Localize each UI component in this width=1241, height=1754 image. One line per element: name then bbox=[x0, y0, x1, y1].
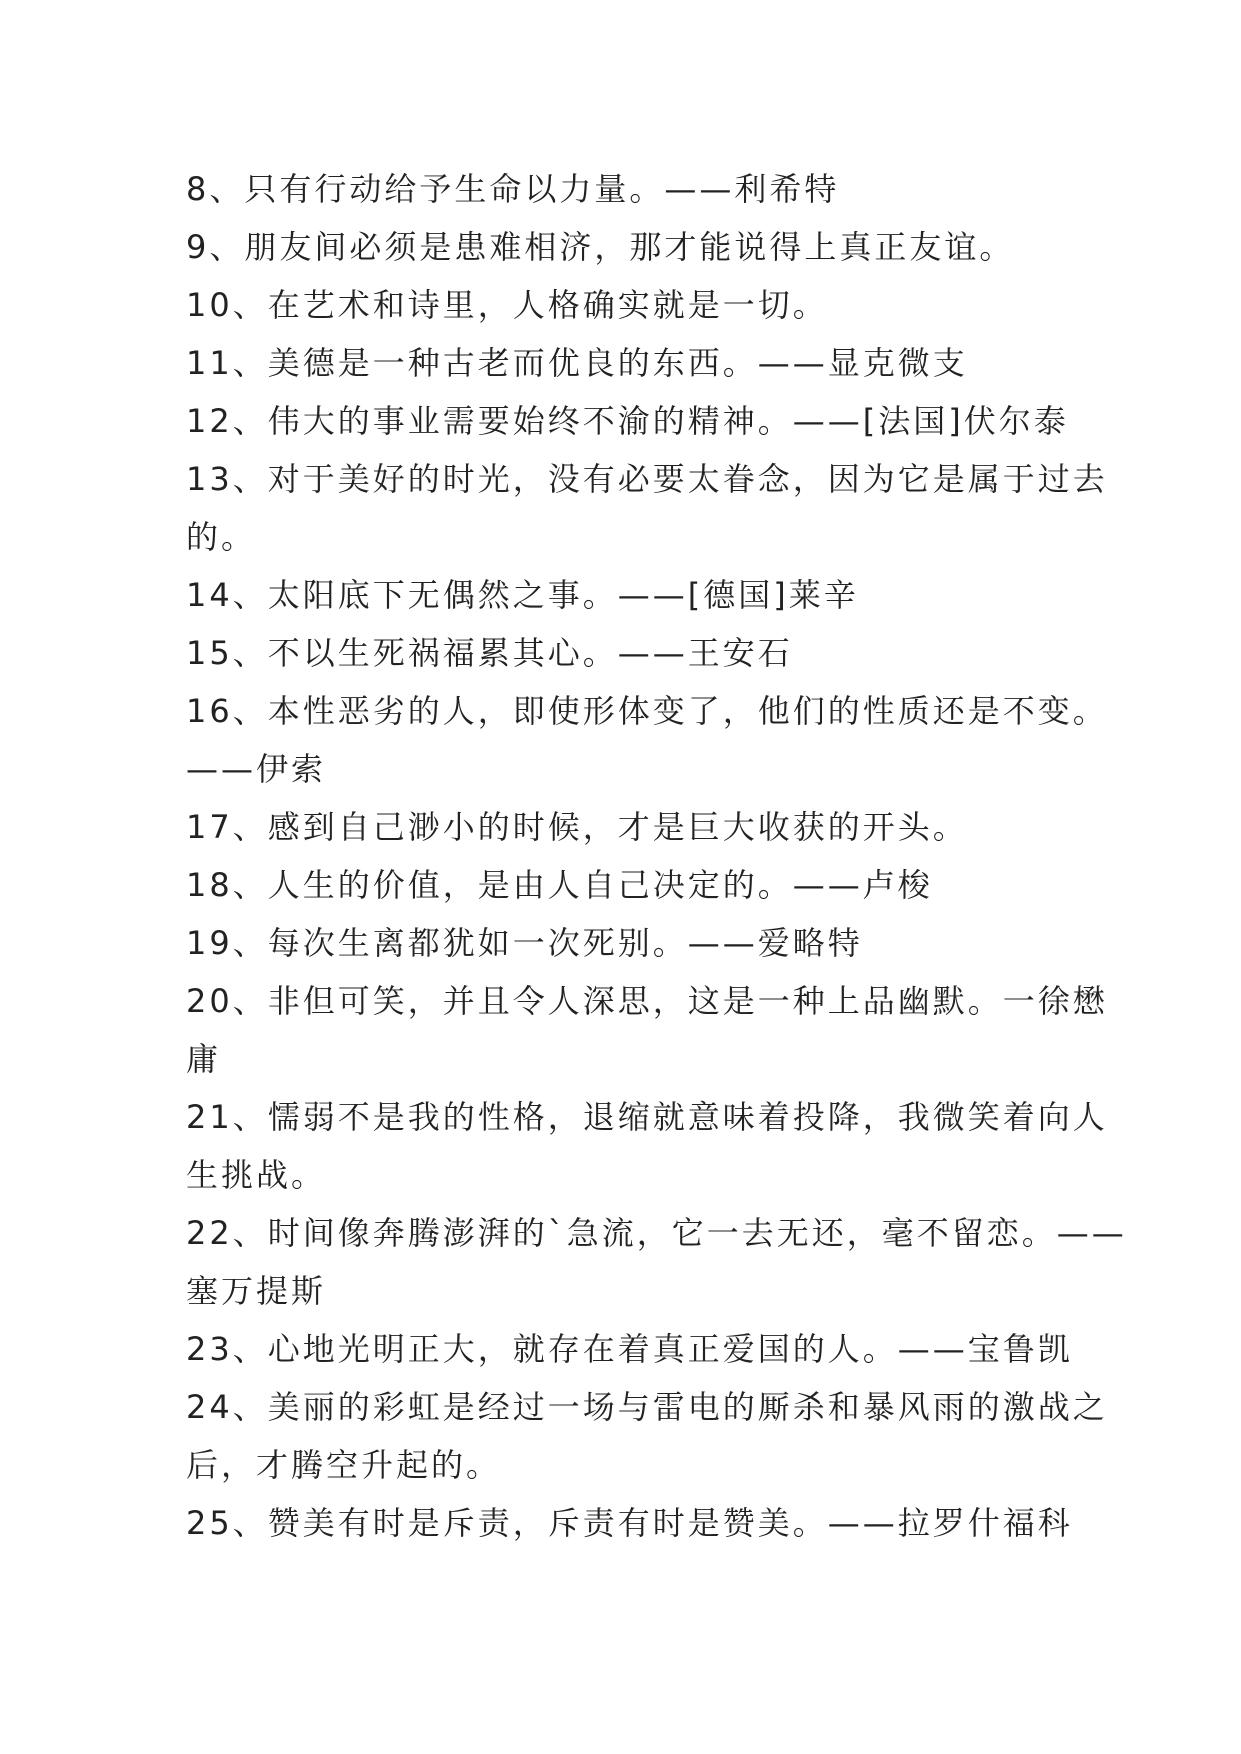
text-line: 23、心地光明正大，就存在着真正爱国的人。——宝鲁凯 bbox=[186, 1330, 1073, 1368]
text-line: 塞万提斯 bbox=[186, 1272, 327, 1310]
text-line: 的。 bbox=[186, 518, 257, 556]
text-line: 21、懦弱不是我的性格，退缩就意味着投降，我微笑着向人 bbox=[186, 1098, 1108, 1136]
text-line: ——伊索 bbox=[186, 750, 327, 788]
text-line: 20、非但可笑，并且令人深思，这是一种上品幽默。一徐懋 bbox=[186, 982, 1108, 1020]
text-line: 9、朋友间必须是患难相济，那才能说得上真正友谊。 bbox=[186, 228, 1015, 266]
text-line: 15、不以生死祸福累其心。——王安石 bbox=[186, 634, 793, 672]
text-line: 24、美丽的彩虹是经过一场与雷电的厮杀和暴风雨的激战之 bbox=[186, 1388, 1108, 1426]
text-line: 14、太阳底下无偶然之事。——[德国]莱辛 bbox=[186, 576, 859, 614]
text-line: 生挑战。 bbox=[186, 1156, 327, 1194]
text-line: 12、伟大的事业需要始终不渝的精神。——[法国]伏尔泰 bbox=[186, 402, 1069, 440]
text-line: 庸 bbox=[186, 1040, 222, 1078]
text-line: 19、每次生离都犹如一次死别。——爱略特 bbox=[186, 924, 863, 962]
text-line: 10、在艺术和诗里，人格确实就是一切。 bbox=[186, 286, 828, 324]
text-line: 16、本性恶劣的人，即使形体变了，他们的性质还是不变。 bbox=[186, 692, 1108, 730]
text-line: 11、美德是一种古老而优良的东西。——显克微支 bbox=[186, 344, 968, 382]
text-line: 后，才腾空升起的。 bbox=[186, 1446, 502, 1484]
text-line: 17、感到自己渺小的时候，才是巨大收获的开头。 bbox=[186, 808, 968, 846]
text-line: 22、时间像奔腾澎湃的`急流，它一去无还，毫不留恋。—— bbox=[186, 1214, 1127, 1252]
quote-list bbox=[186, 160, 1127, 1552]
text-line: 8、只有行动给予生命以力量。——利希特 bbox=[186, 170, 840, 208]
text-line: 13、对于美好的时光，没有必要太眷念，因为它是属于过去 bbox=[186, 460, 1108, 498]
text-line: 25、赞美有时是斥责，斥责有时是赞美。——拉罗什福科 bbox=[186, 1504, 1073, 1542]
text-line: 18、人生的价值，是由人自己决定的。——卢梭 bbox=[186, 866, 933, 904]
